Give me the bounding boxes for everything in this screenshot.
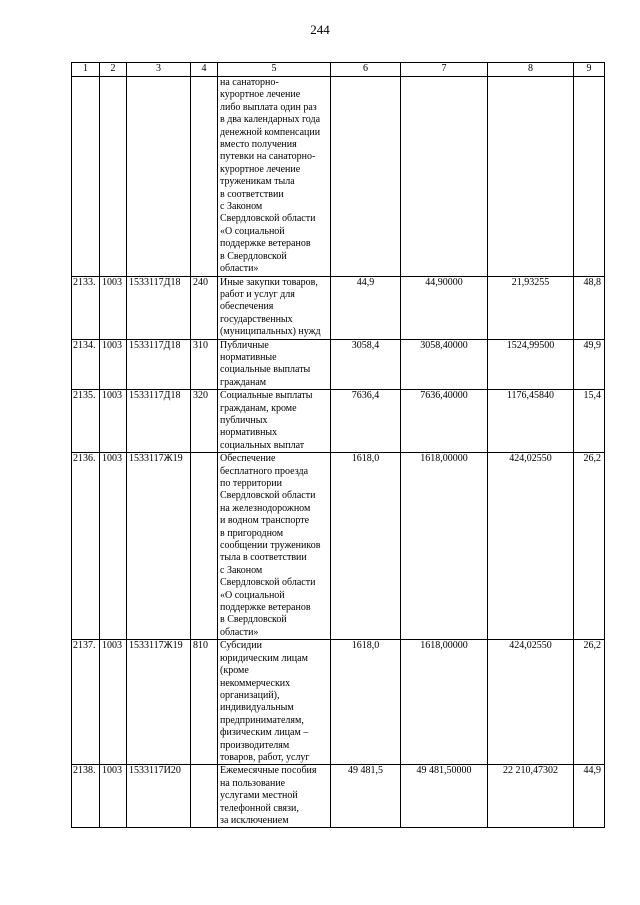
table-row xyxy=(72,765,605,828)
description-line: курортное лечение xyxy=(220,89,301,101)
cell-c7: 44,90000 xyxy=(401,276,488,339)
description-line: государственных xyxy=(220,313,293,325)
description-line: на пользование xyxy=(220,777,286,789)
cell-c3: 1533117И20 xyxy=(127,765,191,828)
description-line: (муниципальных) нужд xyxy=(220,326,321,338)
description-cell xyxy=(218,640,331,765)
cell-c6: 1618,0 xyxy=(331,453,401,640)
description-line: предпринимателям, xyxy=(220,714,304,726)
cell-c4 xyxy=(191,765,218,828)
description-cell xyxy=(218,77,331,277)
description-cell xyxy=(218,765,331,828)
cell-c4 xyxy=(191,453,218,640)
description-line: юридическим лицам xyxy=(220,652,308,664)
description-line: Обеспечение xyxy=(220,453,276,465)
cell-c2: 1003 xyxy=(100,339,127,390)
description-line: Публичные xyxy=(220,339,269,351)
description-cell xyxy=(218,339,331,390)
description-line: социальных выплат xyxy=(220,439,305,451)
description-line: публичных xyxy=(220,414,268,426)
cell-c6 xyxy=(331,77,401,277)
cell-c1 xyxy=(72,77,100,277)
table-row xyxy=(72,453,605,640)
description-line: с Законом xyxy=(220,201,263,213)
cell-c2: 1003 xyxy=(100,276,127,339)
description-line: производителям xyxy=(220,739,290,751)
description-line: на санаторно- xyxy=(220,77,279,88)
col-header-7: 7 xyxy=(401,63,488,77)
cell-c1: 2138. xyxy=(72,765,100,828)
description-line: обеспечения xyxy=(220,301,274,313)
description-line: услугами местной xyxy=(220,790,298,802)
description-line: физическим лицам – xyxy=(220,727,309,739)
cell-c1: 2135. xyxy=(72,390,100,453)
description-cell xyxy=(218,453,331,640)
description-line: «О социальной xyxy=(220,589,285,601)
cell-c2: 1003 xyxy=(100,453,127,640)
col-header-3: 3 xyxy=(127,63,191,77)
cell-c8: 21,93255 xyxy=(488,276,574,339)
col-header-5: 5 xyxy=(218,63,331,77)
description-cell xyxy=(218,276,331,339)
cell-c2: 1003 xyxy=(100,640,127,765)
col-header-1: 1 xyxy=(72,63,100,77)
description-line: бесплатного проезда xyxy=(220,465,309,477)
description-line: в Свердловской xyxy=(220,250,287,262)
cell-c4: 810 xyxy=(191,640,218,765)
description-line: Свердловской области xyxy=(220,490,316,502)
table-row xyxy=(72,276,605,339)
header-row xyxy=(72,63,605,77)
description-line: (кроме xyxy=(220,665,249,677)
description-line: области» xyxy=(220,263,259,275)
cell-c1: 2137. xyxy=(72,640,100,765)
cell-c2 xyxy=(100,77,127,277)
description-line: на железнодорожном xyxy=(220,502,311,514)
description-line: за исключением xyxy=(220,814,289,826)
cell-c3: 1533117Ж19 xyxy=(127,640,191,765)
description-line: товаров, работ, услуг xyxy=(220,751,310,763)
description-cell xyxy=(218,390,331,453)
cell-c2: 1003 xyxy=(100,765,127,828)
description-line: гражданам, кроме xyxy=(220,402,297,414)
description-line: сообщении тружеников xyxy=(220,540,321,552)
cell-c1: 2133. xyxy=(72,276,100,339)
cell-c9: 26,2 xyxy=(574,640,605,765)
cell-c7 xyxy=(401,77,488,277)
description-line: организаций), xyxy=(220,689,280,701)
description-line: труженикам тыла xyxy=(220,176,295,188)
description-line: Свердловской области xyxy=(220,213,316,225)
description-line: в два календарных года xyxy=(220,114,321,126)
description-line: «О социальной xyxy=(220,225,285,237)
cell-c1: 2134. xyxy=(72,339,100,390)
cell-c6: 3058,4 xyxy=(331,339,401,390)
description-line: путевки на санаторно- xyxy=(220,151,316,163)
description-line: и водном транспорте xyxy=(220,515,310,527)
cell-c3: 1533117Д18 xyxy=(127,276,191,339)
cell-c3: 1533117Д18 xyxy=(127,390,191,453)
description-line: работ и услуг для xyxy=(220,288,295,300)
table-row xyxy=(72,339,605,390)
cell-c2: 1003 xyxy=(100,390,127,453)
cell-c3 xyxy=(127,77,191,277)
cell-c8: 424,02550 xyxy=(488,640,574,765)
description-line: Иные закупки товаров, xyxy=(220,276,318,288)
cell-c3: 1533117Ж19 xyxy=(127,453,191,640)
cell-c6: 44,9 xyxy=(331,276,401,339)
description-line: либо выплата один раз xyxy=(220,101,317,113)
cell-c9: 49,9 xyxy=(574,339,605,390)
description-line: денежной компенсации xyxy=(220,126,321,138)
cell-c4: 240 xyxy=(191,276,218,339)
cell-c7: 49 481,50000 xyxy=(401,765,488,828)
cell-c8: 22 210,47302 xyxy=(488,765,574,828)
description-line: с Законом xyxy=(220,564,263,576)
description-line: курортное лечение xyxy=(220,163,301,175)
description-line: нормативных xyxy=(220,427,278,439)
col-header-4: 4 xyxy=(191,63,218,77)
cell-c8 xyxy=(488,77,574,277)
description-line: Свердловской области xyxy=(220,577,316,589)
cell-c9: 26,2 xyxy=(574,453,605,640)
cell-c8: 1176,45840 xyxy=(488,390,574,453)
description-line: некоммерческих xyxy=(220,677,291,689)
cell-c4 xyxy=(191,77,218,277)
table-row xyxy=(72,390,605,453)
cell-c6: 49 481,5 xyxy=(331,765,401,828)
cell-c4: 320 xyxy=(191,390,218,453)
cell-c9 xyxy=(574,77,605,277)
description-line: гражданам xyxy=(220,376,267,388)
description-line: индивидуальным xyxy=(220,702,294,714)
table-row xyxy=(72,640,605,765)
description-line: области» xyxy=(220,626,259,638)
description-line: нормативные xyxy=(220,351,277,363)
cell-c6: 1618,0 xyxy=(331,640,401,765)
description-line: Субсидии xyxy=(220,640,262,652)
cell-c7: 1618,00000 xyxy=(401,640,488,765)
description-line: социальные выплаты xyxy=(220,364,311,376)
budget-table xyxy=(71,62,605,828)
cell-c9: 48,8 xyxy=(574,276,605,339)
description-line: в Свердловской xyxy=(220,614,287,626)
description-line: вместо получения xyxy=(220,139,297,151)
cell-c9: 44,9 xyxy=(574,765,605,828)
description-line: в соответствии xyxy=(220,188,284,200)
description-line: телефонной связи, xyxy=(220,802,299,814)
description-line: поддержке ветеранов xyxy=(220,602,311,614)
description-line: по территории xyxy=(220,478,282,489)
cell-c8: 424,02550 xyxy=(488,453,574,640)
table-row xyxy=(72,77,605,277)
cell-c7: 7636,40000 xyxy=(401,390,488,453)
cell-c7: 3058,40000 xyxy=(401,339,488,390)
cell-c1: 2136. xyxy=(72,453,100,640)
cell-c7: 1618,00000 xyxy=(401,453,488,640)
description-line: Ежемесячные пособия xyxy=(220,765,317,777)
cell-c4: 310 xyxy=(191,339,218,390)
description-line: поддержке ветеранов xyxy=(220,238,311,250)
description-line: тыла в соответствии xyxy=(220,552,307,564)
page-number: 244 xyxy=(310,22,330,37)
cell-c8: 1524,99500 xyxy=(488,339,574,390)
cell-c6: 7636,4 xyxy=(331,390,401,453)
col-header-8: 8 xyxy=(488,63,574,77)
description-line: Социальные выплаты xyxy=(220,390,313,402)
description-line: в пригородном xyxy=(220,527,284,539)
col-header-6: 6 xyxy=(331,63,401,77)
cell-c3: 1533117Д18 xyxy=(127,339,191,390)
cell-c9: 15,4 xyxy=(574,390,605,453)
col-header-2: 2 xyxy=(100,63,127,77)
col-header-9: 9 xyxy=(574,63,605,77)
